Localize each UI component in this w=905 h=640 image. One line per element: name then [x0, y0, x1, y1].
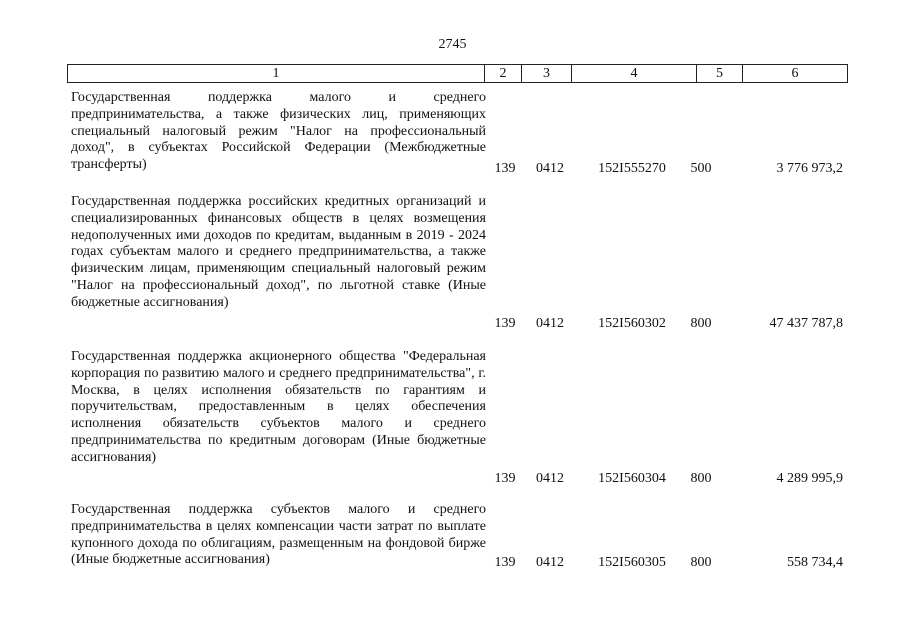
page-number: 2745 — [438, 37, 467, 52]
row-expense-type: 800 — [690, 316, 712, 331]
column-header-5: 5 — [697, 65, 743, 83]
row-amount: 558 734,4 — [787, 555, 843, 570]
row-expense-type: 500 — [690, 161, 712, 176]
row-section-code: 0412 — [536, 161, 564, 176]
row-ministry-code: 139 — [494, 161, 516, 176]
column-header-1: 1 — [68, 65, 485, 83]
row-section-code: 0412 — [536, 316, 564, 331]
column-header-table — [67, 64, 848, 83]
row-amount: 47 437 787,8 — [769, 316, 843, 331]
column-header-6: 6 — [743, 65, 848, 83]
row-description: Государственная поддержка малого и среднего предпринимательства, а также физических лиц, применяющих специальный налоговый режим "Налог на профессиональный доход", в субъектах Российской Федерации (Межбюджетные трансферты) — [71, 90, 486, 173]
table-row — [67, 194, 847, 332]
row-description: Государственная поддержка субъектов малого и среднего предпринимательства в целях компенсации части затрат по выплате купонного дохода по облигациям, размещенным на фондовой бирже (Иные бюджетные ассигнования) — [71, 502, 486, 568]
column-header-2: 2 — [485, 65, 522, 83]
row-ministry-code: 139 — [494, 555, 516, 570]
table-row — [67, 349, 847, 487]
row-section-code: 0412 — [536, 555, 564, 570]
row-target-code: 152I560304 — [598, 471, 666, 486]
row-target-code: 152I560302 — [598, 316, 666, 331]
row-ministry-code: 139 — [494, 316, 516, 331]
column-header-4: 4 — [572, 65, 697, 83]
table-row — [67, 90, 847, 177]
row-expense-type: 800 — [690, 555, 712, 570]
row-section-code: 0412 — [536, 471, 564, 486]
row-amount: 3 776 973,2 — [776, 161, 843, 176]
row-description: Государственная поддержка российских кредитных организаций и специализированных финансовых обществ в целях возмещения недополученных ими доходов по кредитам, выданным в 2019 - 2024 годах субъектам малого и среднего предпринимательства, а также физическим лицам, применяющим специальный налоговый режим "Налог на профессиональный доход", по льготной ставке (Иные бюджетные ассигнования) — [71, 194, 486, 310]
row-target-code: 152I560305 — [598, 555, 666, 570]
column-header-3: 3 — [522, 65, 572, 83]
row-expense-type: 800 — [690, 471, 712, 486]
row-target-code: 152I555270 — [598, 161, 666, 176]
table-row — [67, 502, 847, 571]
row-ministry-code: 139 — [494, 471, 516, 486]
row-amount: 4 289 995,9 — [776, 471, 843, 486]
column-header-row — [68, 65, 848, 83]
row-description: Государственная поддержка акционерного общества "Федеральная корпорация по развитию малого и среднего предпринимательства", г. Москва, в целях исполнения обязательств по гарантиям и поручительствам, предоставленным в целях обеспечения исполнения обязательств субъектов малого и среднего предпринимательства по кредитным договорам (Иные бюджетные ассигнования) — [71, 349, 486, 465]
